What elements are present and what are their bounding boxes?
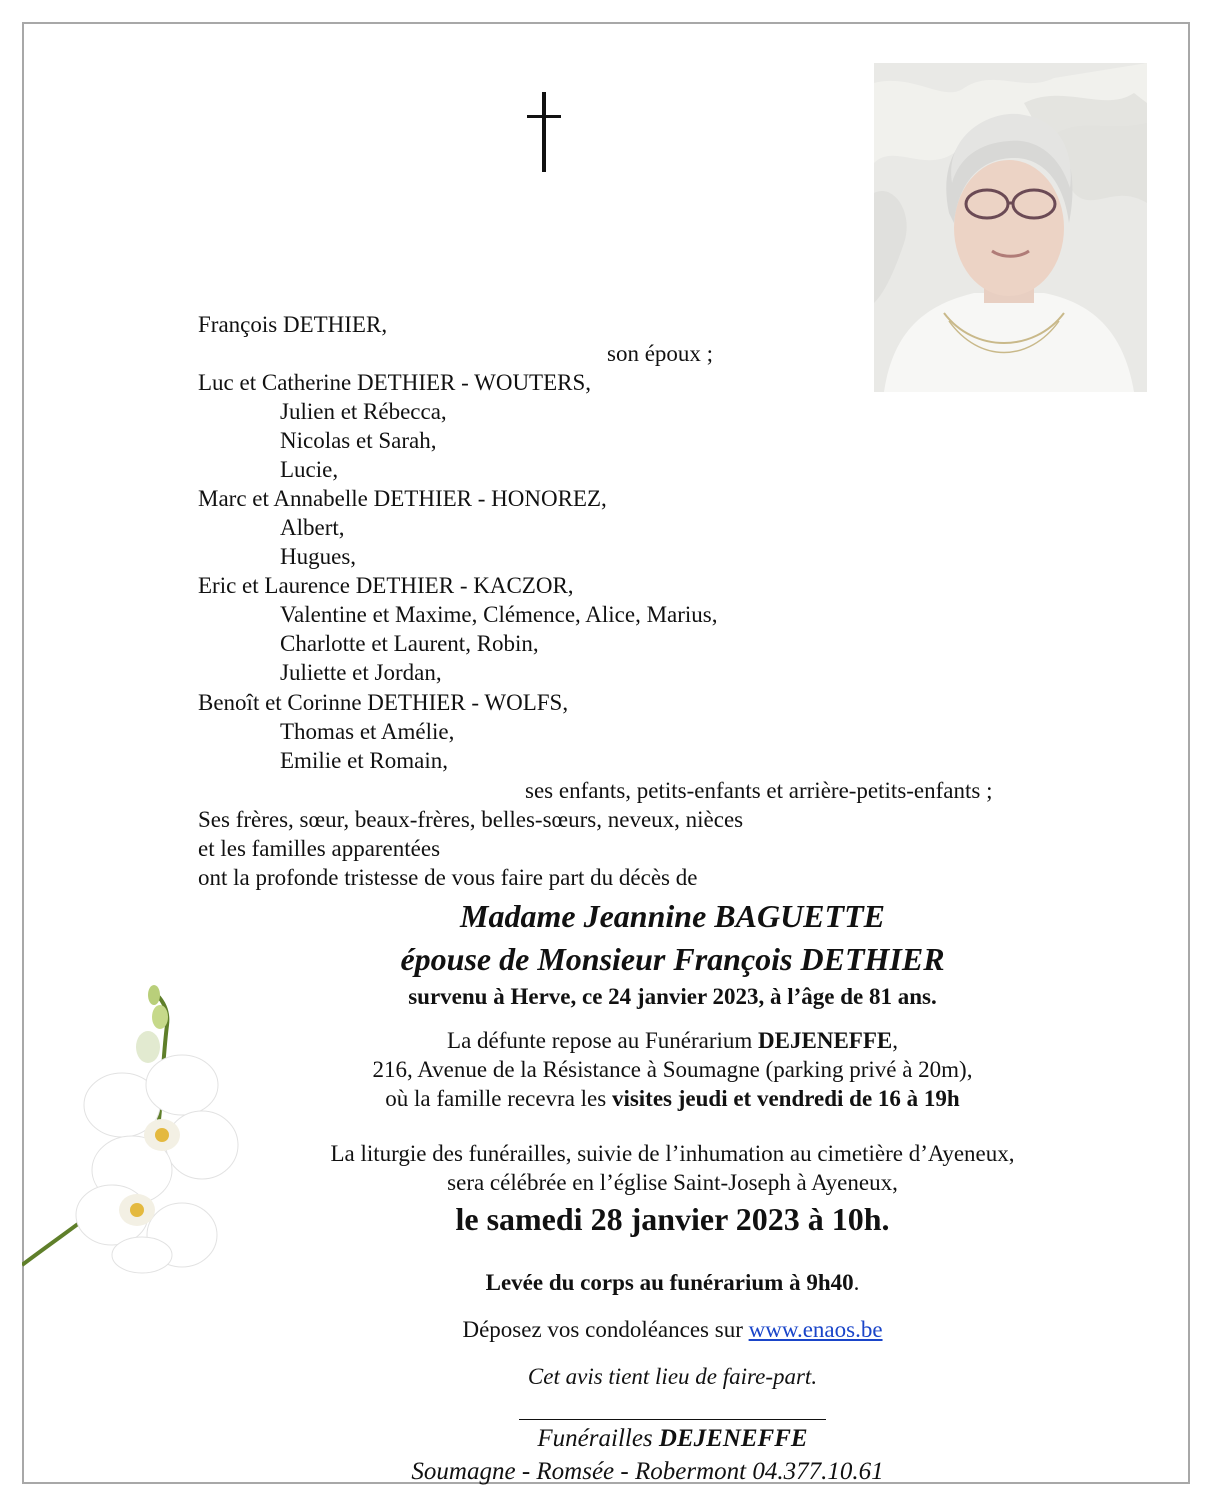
visitation-line-2: 216, Avenue de la Résistance à Soumagne (parking privé à 20m), <box>372 1057 973 1082</box>
condolences-link[interactable]: www.enaos.be <box>748 1317 883 1342</box>
ceremony-line-1: La liturgie des funérailles, suivie de l’inhumation au cimetière d’Ayeneux, <box>330 1141 1015 1166</box>
deceased-spouse: épouse de Monsieur François DETHIER <box>400 941 945 977</box>
ceremony-date: le samedi 28 janvier 2023 à 10h. <box>455 1201 890 1237</box>
footer-locations: Soumagne - Romsée - Robermont 04.377.10.61 <box>411 1458 884 1485</box>
footer-divider <box>519 1419 826 1420</box>
family-line: Albert, <box>280 515 345 540</box>
family-line: Juliette et Jordan, <box>280 660 442 685</box>
family-line: Lucie, <box>280 457 339 482</box>
family-line: Emilie et Romain, <box>280 748 448 773</box>
family-line: Nicolas et Sarah, <box>280 428 437 453</box>
family-line: ses enfants, petits-enfants et arrière-petits-enfants ; <box>525 778 993 803</box>
visitation-line-3: où la famille recevra les visites jeudi et vendredi de 16 à 19h <box>385 1086 960 1111</box>
family-line: François DETHIER, <box>198 312 388 337</box>
family-line: Eric et Laurence DETHIER - KACZOR, <box>198 573 574 598</box>
family-line: Hugues, <box>280 544 357 569</box>
family-line: et les familles apparentées <box>198 836 441 861</box>
family-line: Thomas et Amélie, <box>280 719 455 744</box>
family-line: Charlotte et Laurent, Robin, <box>280 631 539 656</box>
family-line: Luc et Catherine DETHIER - WOUTERS, <box>198 370 592 395</box>
condolences-line: Déposez vos condoléances sur www.enaos.be <box>462 1317 883 1342</box>
portrait-photo <box>874 63 1147 392</box>
ceremony-line-2: sera célébrée en l’église Saint-Joseph à Ayeneux, <box>447 1170 898 1195</box>
family-line: ont la profonde tristesse de vous faire part du décès de <box>198 865 698 890</box>
cross-icon <box>527 92 561 172</box>
family-line: Valentine et Maxime, Clémence, Alice, Marius, <box>280 602 718 627</box>
family-line: Julien et Rébecca, <box>280 399 447 424</box>
family-line: son époux ; <box>607 341 714 366</box>
footer-company: Funérailles DEJENEFFE <box>537 1425 808 1452</box>
family-line: Marc et Annabelle DETHIER - HONOREZ, <box>198 486 607 511</box>
family-line: Benoît et Corinne DETHIER - WOLFS, <box>198 690 569 715</box>
family-line: Ses frères, sœur, beaux-frères, belles-sœurs, neveux, nièces <box>198 807 744 832</box>
death-details: survenu à Herve, ce 24 janvier 2023, à l’âge de 81 ans. <box>408 984 937 1009</box>
notice-line: Cet avis tient lieu de faire-part. <box>527 1364 818 1389</box>
deceased-name: Madame Jeannine BAGUETTE <box>460 898 885 934</box>
visitation-line-1: La défunte repose au Funérarium DEJENEFFE, <box>447 1028 898 1053</box>
levee-line: Levée du corps au funérarium à 9h40. <box>485 1270 860 1295</box>
